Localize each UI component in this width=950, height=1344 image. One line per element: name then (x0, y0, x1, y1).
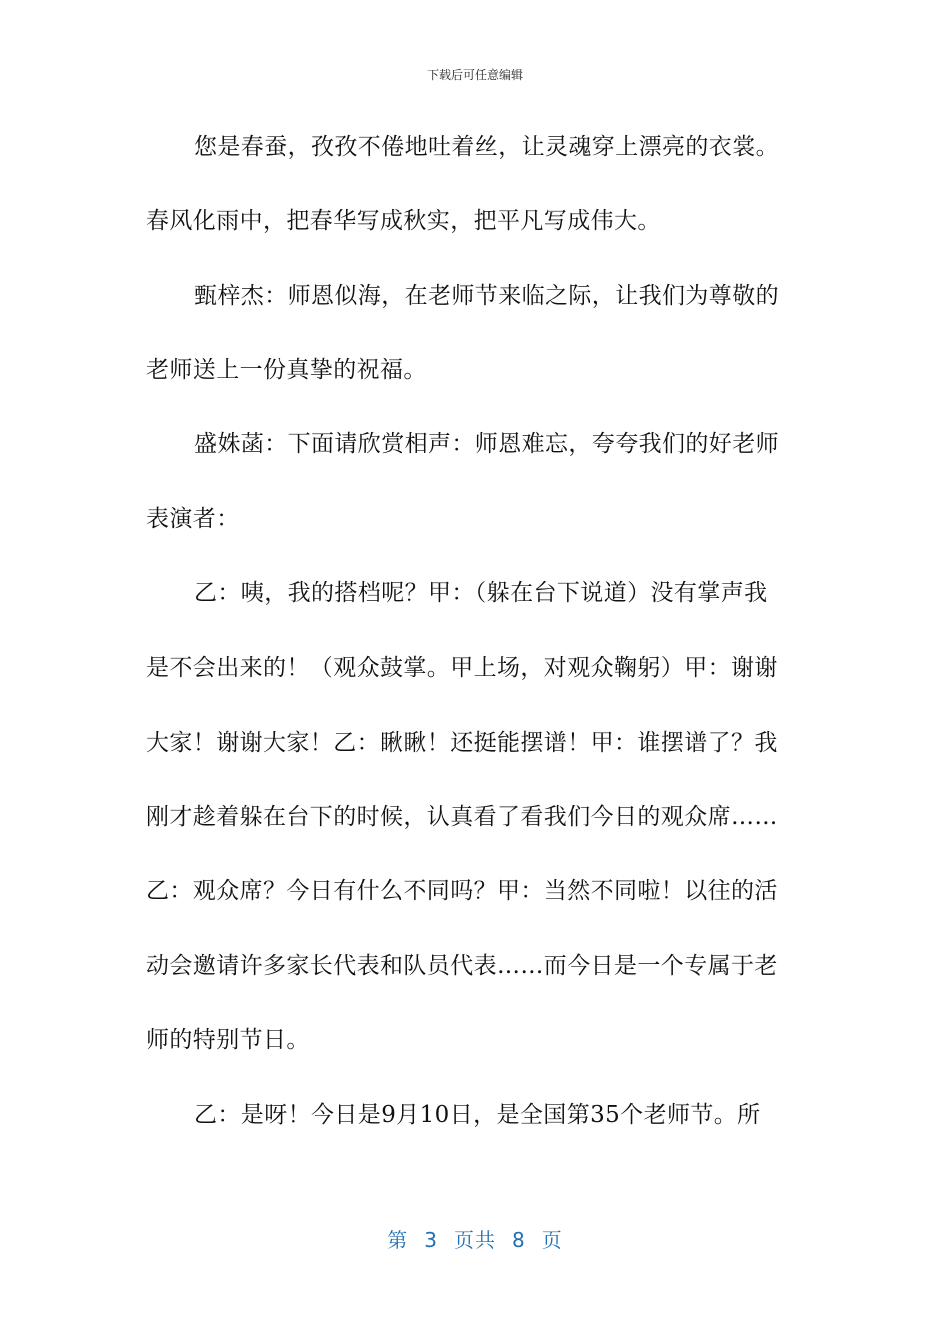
text-line: 甄梓杰：师恩似海，在老师节来临之际，让我们为尊敬的 (194, 283, 779, 309)
footer-middle: 页共 (454, 1228, 496, 1252)
text-line: 大家！谢谢大家！乙：瞅瞅！还挺能摆谱！甲：谁摆谱了？我 (146, 730, 778, 756)
footer-suffix: 页 (541, 1228, 563, 1252)
page-header: 下载后可任意编辑 (426, 68, 523, 82)
text-line: 乙：咦，我的搭档呢？甲：（躲在台下说道）没有掌声我 (194, 580, 768, 606)
text-line: 春风化雨中，把春华写成秋实，把平凡写成伟大。 (146, 208, 661, 234)
footer-prefix: 第 (387, 1228, 409, 1252)
text-line: 表演者： (146, 506, 240, 532)
text-line: 盛姝菡：下面请欣赏相声：师恩难忘，夸夸我们的好老师 (194, 431, 779, 457)
total-page-number: 8 (512, 1228, 526, 1252)
text-line: 师的特别节日。 (146, 1027, 310, 1053)
text-line: 您是春蚕，孜孜不倦地吐着丝，让灵魂穿上漂亮的衣裳。 (194, 134, 779, 160)
text-line: 刚才趁着躲在台下的时候，认真看了看我们今日的观众席…… (146, 804, 778, 830)
text-line: 老师送上一份真挚的祝福。 (146, 357, 427, 383)
text-line: 动会邀请许多家长代表和队员代表……而今日是一个专属于老 (146, 953, 778, 979)
page-footer (0, 1224, 950, 1253)
text-line: 乙：观众席？今日有什么不同吗？甲：当然不同啦！以往的活 (146, 878, 778, 904)
text-line: 乙：是呀！今日是9月10日，是全国第35个老师节。所 (194, 1102, 761, 1128)
current-page-number: 3 (424, 1228, 438, 1252)
text-line: 是不会出来的！（观众鼓掌。甲上场，对观众鞠躬）甲：谢谢 (146, 655, 778, 681)
